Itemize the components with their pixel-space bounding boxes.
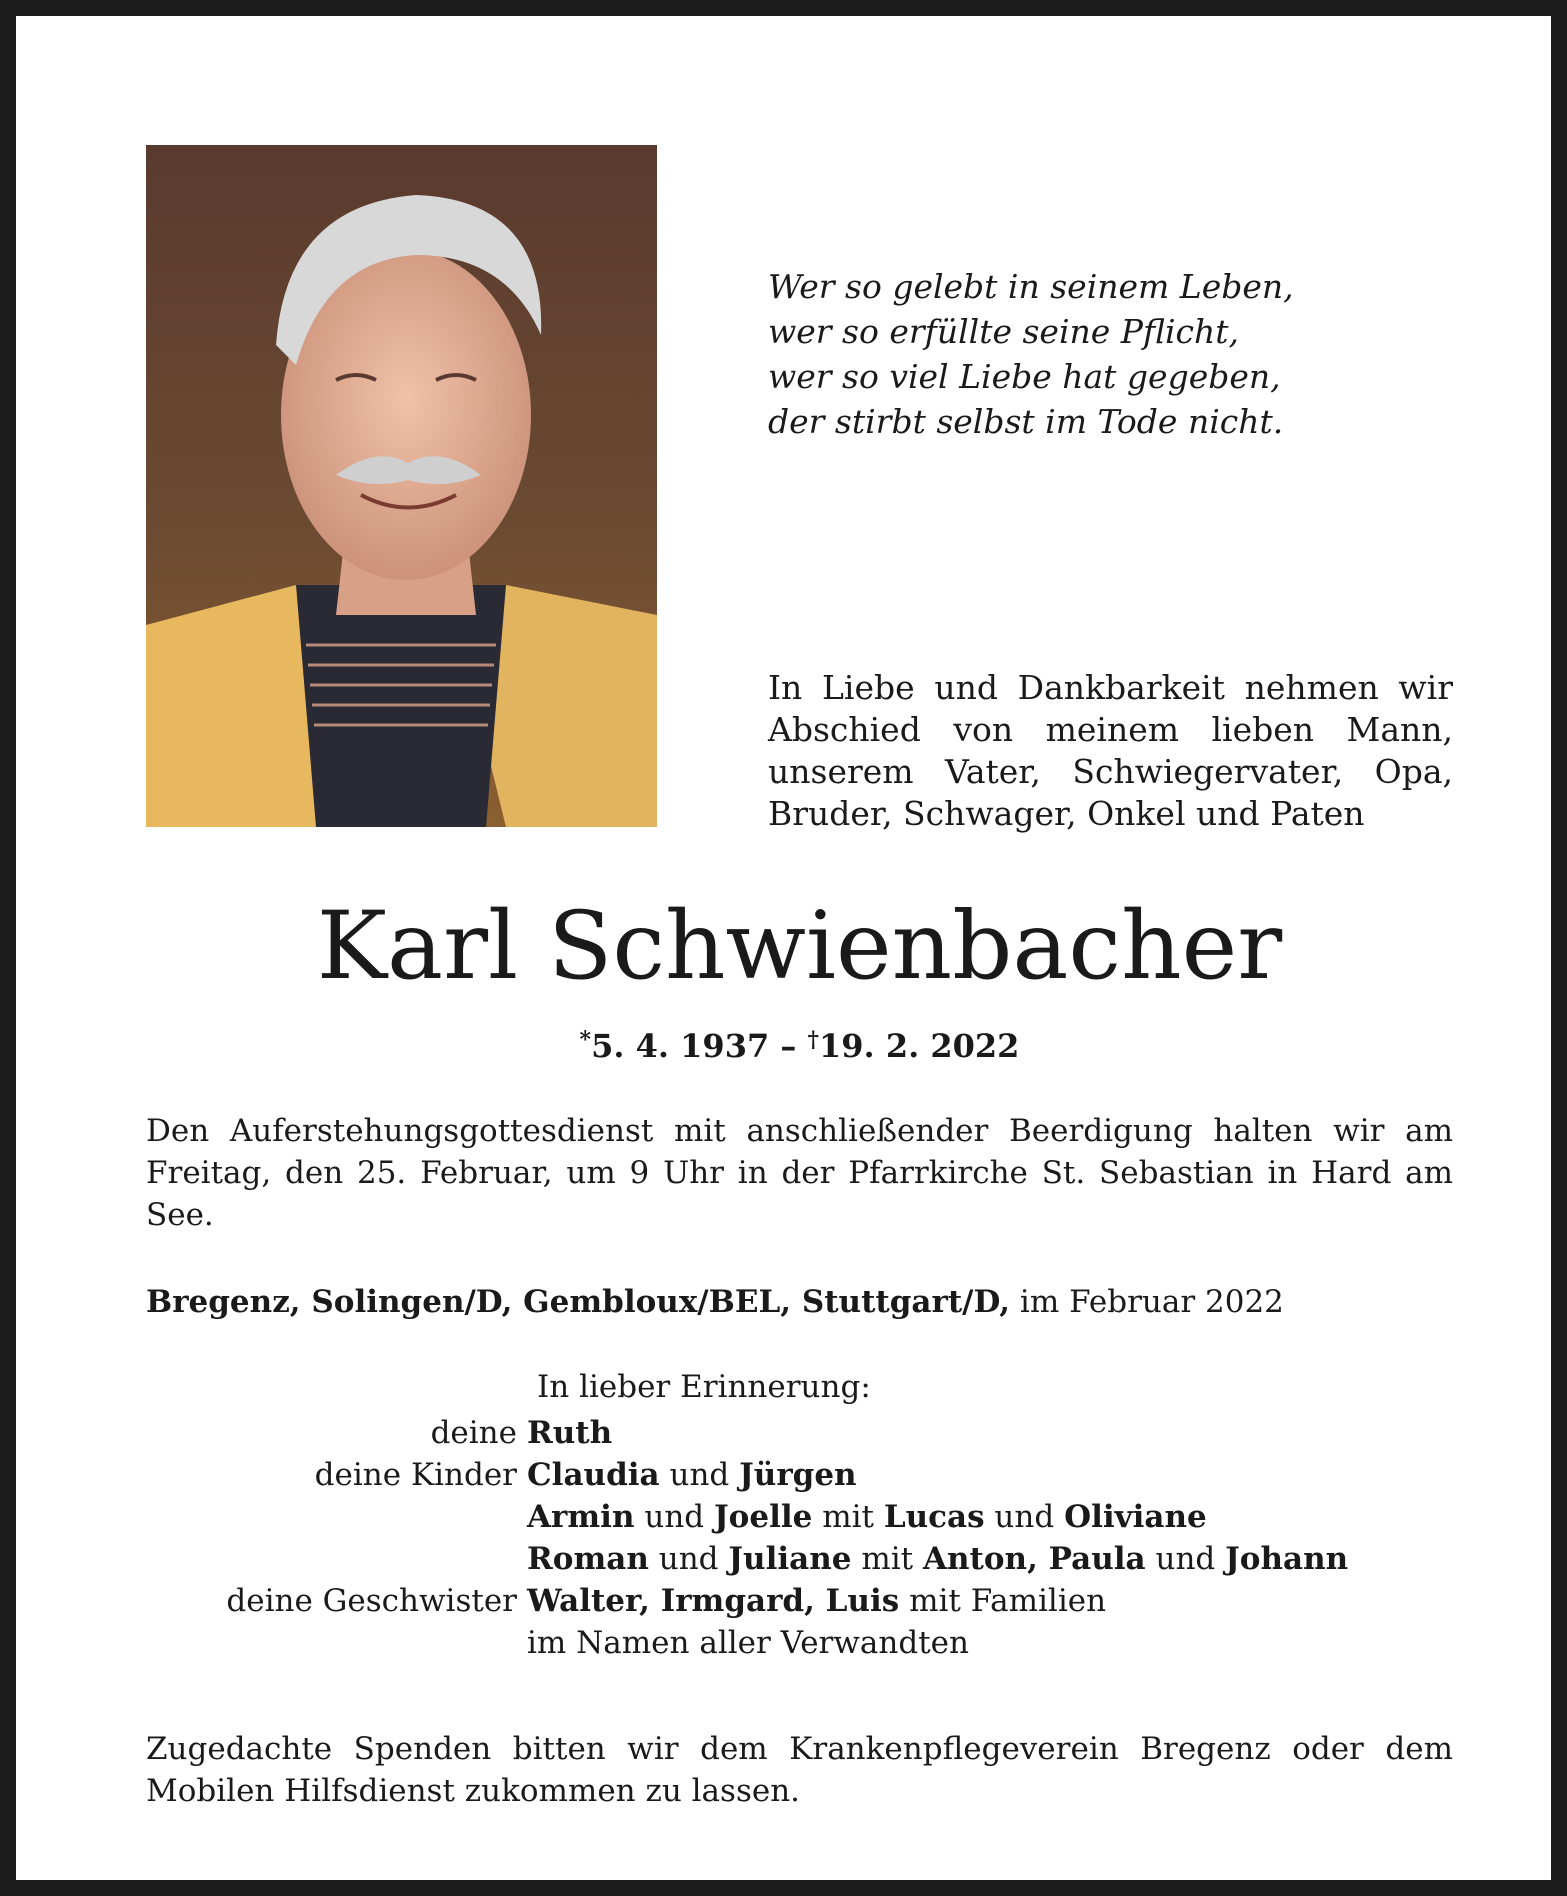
relation-label: deine Geschwister — [226, 1583, 517, 1619]
connector-text: und — [659, 1457, 740, 1493]
connector-text: im Namen aller Verwandten — [527, 1625, 969, 1661]
connector-text: und — [634, 1499, 714, 1535]
mourner-names — [527, 1454, 1476, 1496]
mourner-name: Oliviane — [1064, 1499, 1207, 1535]
mourner-name: Joelle — [714, 1499, 813, 1535]
mourner-names — [527, 1622, 1476, 1664]
connector-text: mit — [851, 1541, 923, 1577]
mourner-name: Armin — [527, 1499, 635, 1535]
mourner-name: Roman — [527, 1541, 649, 1577]
mourner-row — [146, 1580, 1476, 1622]
mourner-name: Ruth — [527, 1415, 613, 1451]
mourner-names — [527, 1580, 1476, 1622]
mourner-name: Johann — [1225, 1541, 1349, 1577]
portrait-photo — [146, 145, 657, 827]
mourner-name: Claudia — [527, 1457, 660, 1493]
death-date: 19. 2. 2022 — [819, 1027, 1020, 1065]
poem-line: der stirbt selbst im Tode nicht. — [768, 402, 1284, 441]
relation-label — [146, 1496, 527, 1538]
mourner-names — [527, 1412, 1476, 1454]
donation-note: Zugedachte Spenden bitten wir dem Krankenpflegeverein Bregenz oder dem Mobilen Hilfsdienst zukommen zu lassen. — [146, 1731, 1453, 1809]
connector-text: und — [984, 1499, 1065, 1535]
mourner-row — [146, 1412, 1476, 1454]
mourner-name: Juliane — [728, 1541, 852, 1577]
mourner-name: Walter, Irmgard, Luis — [527, 1583, 900, 1619]
mourner-names — [527, 1496, 1476, 1538]
mourners-list — [146, 1412, 1476, 1664]
poem — [768, 264, 1328, 444]
locations: Bregenz, Solingen/D, Gembloux/BEL, Stuttgart/D, — [146, 1284, 1011, 1320]
death-symbol: † — [807, 1027, 820, 1053]
place-and-date — [146, 1281, 1453, 1323]
mourner-name: Jürgen — [739, 1457, 857, 1493]
connector-text: und — [1145, 1541, 1226, 1577]
mourner-row — [146, 1622, 1476, 1664]
date-separator: – — [769, 1027, 808, 1065]
poem-line: wer so erfüllte seine Pflicht, — [768, 312, 1240, 351]
life-dates — [16, 1018, 1567, 1068]
relation-label: deine — [430, 1415, 517, 1451]
poem-line: wer so viel Liebe hat gegeben, — [768, 357, 1281, 396]
notice-date: im Februar 2022 — [1010, 1284, 1284, 1320]
mourner-row — [146, 1538, 1476, 1580]
mourner-row — [146, 1454, 1476, 1496]
funeral-service-text: Den Auferstehungsgottesdienst mit anschließender Beerdigung halten wir am Freitag, den 25. Februar, um 9 Uhr in der Pfarrkirche St. Sebastian in Hard am See. — [146, 1113, 1453, 1233]
farewell-intro: In Liebe und Dankbarkeit nehmen wir Abschied von meinem lieben Mann, unserem Vater, Schwiegervater, Opa, Bruder, Schwager, Onkel und Paten — [768, 668, 1453, 833]
birth-date: 5. 4. 1937 — [591, 1027, 770, 1065]
connector-text: mit Familien — [899, 1583, 1107, 1619]
poem-line: Wer so gelebt in seinem Leben, — [768, 267, 1294, 306]
mourner-name: Lucas — [883, 1499, 985, 1535]
birth-symbol: * — [579, 1027, 592, 1053]
relation-label: deine Kinder — [314, 1457, 517, 1493]
memory-heading: In lieber Erinnerung: — [537, 1369, 871, 1405]
mourner-name: Anton, Paula — [922, 1541, 1146, 1577]
deceased-name: Karl Schwienbacher — [316, 892, 1283, 1001]
mourner-row — [146, 1496, 1476, 1538]
relation-label — [146, 1538, 527, 1580]
connector-text: und — [648, 1541, 729, 1577]
relation-label — [146, 1622, 527, 1664]
connector-text: mit — [812, 1499, 884, 1535]
mourner-names — [527, 1538, 1476, 1580]
